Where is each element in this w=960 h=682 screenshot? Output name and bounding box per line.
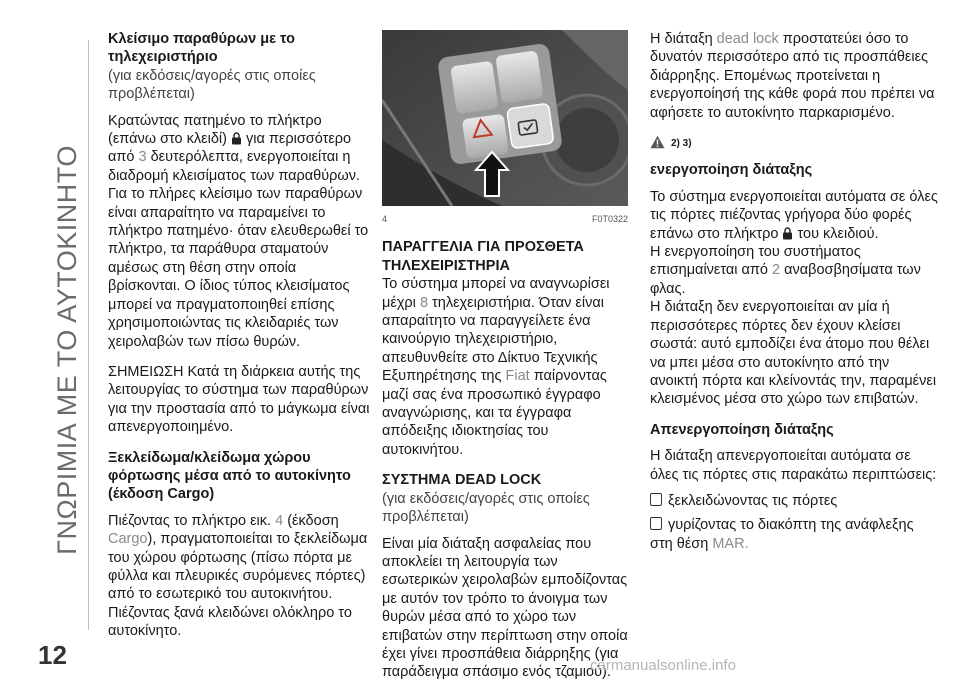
paragraph-window-closing: Κρατώντας πατημένο το πλήκτρο (επάνω στο κλειδί) για περισσότερο από 3 δευτερόλεπτα, ενεργοποιείται η διαδρομή κλεισίματος των παραθύρων. Για το πλήρες κλείσιμο των παραθύρων είναι απαραίτητο να παραμείνει το πλήκτρο πατημένο· όταν ελευθερωθεί το πλήκτρο, τα παράθυρα σταματούν αμέσως στη θέση στην οποία βρίσκονται. Ο ίδιος τύπος κλεισίματος μπορεί να πραγματοποιηθεί επίσης χρησιμοποιώντας τις κλειδαριές των χειρολαβών των πίσω θυρών. bbox=[108, 112, 369, 350]
lock-icon bbox=[782, 227, 793, 240]
page-number: 12 bbox=[38, 640, 67, 670]
heading-dead-lock: ΣΥΣΤΗΜΑ DEAD LOCK bbox=[382, 472, 542, 489]
heading-deactivation: Απενεργοποίηση διάταξης bbox=[650, 421, 834, 438]
note-paragraph: ΣΗΜΕΙΩΣΗ Κατά τη διάρκεια αυτής της λειτουργίας το σύστημα των παραθύρων για την προστασία από το μάγκωμα είναι απενεργοποιημένο. bbox=[108, 363, 370, 436]
figure-number: 4 bbox=[382, 214, 388, 224]
paragraph-cargo-unlock: Πιέζοντας το πλήκτρο εικ. 4 (έκδοση Cargo), πραγματοποιείται το ξεκλείδωμα του χώρου φόρτωσης (πίσω πόρτα με φύλλα και πλευρικές συρόμενες πόρτες) από το εσωτερικό του αυτοκινήτου. Πιέζοντας ξανά κλειδώνει ολόκληρο το αυτοκίνητο. bbox=[108, 512, 368, 640]
paragraph-dead-lock-protection: Η διάταξη dead lock προστατεύει όσο το δυνατόν περισσότερο από τις προσπάθειες διάρρηξης. Επομένως προτείνεται η ενεργοποίησή της κάθε φορά που πρέπει να αφήσετε το αυτοκίνητο παρκαρισμένο. bbox=[650, 31, 935, 121]
paragraph-additional-remotes: Το σύστημα μπορεί να αναγνωρίσει μέχρι 8 τηλεχειριστήρια. Όταν είναι απαραίτητο να παραγγείλετε ένα καινούργιο τηλεχειριστήριο, απευθυνθείτε στο Δίκτυο Τεχνικής Εξυπηρέτησης της Fiat παίρνοντας μαζί σας ένα προσωπικό έγγραφο αναγνώρισης, και τα έγγραφα απόδειξης ιδιοκτησίας του αυτοκινήτου. bbox=[382, 276, 610, 458]
warning-icon bbox=[650, 135, 665, 149]
list-item: γυρίζοντας το διακόπτη της ανάφλεξης στη θέση MAR. bbox=[650, 517, 914, 552]
checkbox-icon bbox=[650, 493, 662, 506]
chapter-title: ΓΝΩΡΙΜΙΑ ΜΕ ΤΟ ΑΥΤΟΚΙΝΗΤΟ bbox=[52, 145, 82, 555]
warning-references: 2) 3) bbox=[650, 134, 940, 153]
side-divider bbox=[88, 40, 89, 630]
column-3 bbox=[650, 30, 940, 553]
list-item: ξεκλειδώνοντας τις πόρτες bbox=[650, 492, 940, 510]
paragraph-activation-signal: Η ενεργοποίηση του συστήματος επισημαίνεται από 2 αναβοσβησίματα των φλας. bbox=[650, 244, 921, 297]
paragraph-deactivation: Η διάταξη απενεργοποιείται αυτόματα σε όλες τις πόρτες στις παρακάτω περιπτώσεις: bbox=[650, 448, 937, 483]
paragraph-activation-condition: Η διάταξη δεν ενεργοποιείται αν μία ή περισσότερες πόρτες δεν έχουν κλείσει σωστά: αυτό εμποδίζει ένα άτομο που θέλει να μπει μέσα στο αυτοκίνητο από την ανοικτή πόρτα και κλείνοντάς την, παραμένει κλεισμένος μέσα στο χώρο των επιβατών. bbox=[650, 299, 937, 408]
heading-window-closing-sub: (για εκδόσεις/αγορές στις οποίες προβλέπεται) bbox=[108, 67, 316, 103]
figure-4-dashboard-buttons bbox=[382, 30, 628, 206]
column-1 bbox=[108, 30, 370, 641]
heading-window-closing: Κλείσιμο παραθύρων με το τηλεχειριστήριο bbox=[108, 31, 295, 66]
paragraph-dead-lock: Είναι μία διάταξη ασφαλείας που αποκλείει τη λειτουργία των εσωτερικών χειρολαβών εμποδίζοντας με αυτόν τον τρόπο το άνοιγμα των θυρών μέσα από το χώρο των επιβατών στην περίπτωση στην οποία έχει γίνει προσπάθεια διάρρηξης (για παράδειγμα σπάσιμο ενός τζαμιού). bbox=[382, 535, 628, 681]
checkbox-icon bbox=[650, 517, 662, 530]
lock-icon bbox=[231, 132, 242, 145]
note-label: ΣΗΜΕΙΩΣΗ bbox=[108, 363, 184, 380]
heading-activation: ενεργοποίηση διάταξης bbox=[650, 162, 813, 179]
figure-caption bbox=[382, 210, 628, 228]
column-2 bbox=[382, 30, 628, 682]
heading-dead-lock-sub: (για εκδόσεις/αγορές στις οποίες προβλέπεται) bbox=[382, 490, 590, 526]
heading-cargo-unlock: Ξεκλείδωμα/κλείδωμα χώρου φόρτωσης μέσα από το αυτοκίνητο (έκδοση Cargo) bbox=[108, 449, 351, 503]
side-tab bbox=[0, 0, 88, 678]
paragraph-activation: Το σύστημα ενεργοποιείται αυτόματα σε όλες τις πόρτες πιέζοντας γρήγορα δύο φορές επάνω στο πλήκτρο του κλειδιού. bbox=[650, 188, 938, 242]
heading-additional-remotes: ΠΑΡΑΓΓΕΛΙΑ ΓΙΑ ΠΡΟΣΘΕΤΑ ΤΗΛΕΧΕΙΡΙΣΤΗΡΙΑ bbox=[382, 239, 584, 274]
dashboard-illustration bbox=[382, 30, 628, 206]
footer-watermark: carmanualsonline.info bbox=[590, 657, 736, 674]
figure-code: F0T0322 bbox=[591, 214, 628, 224]
